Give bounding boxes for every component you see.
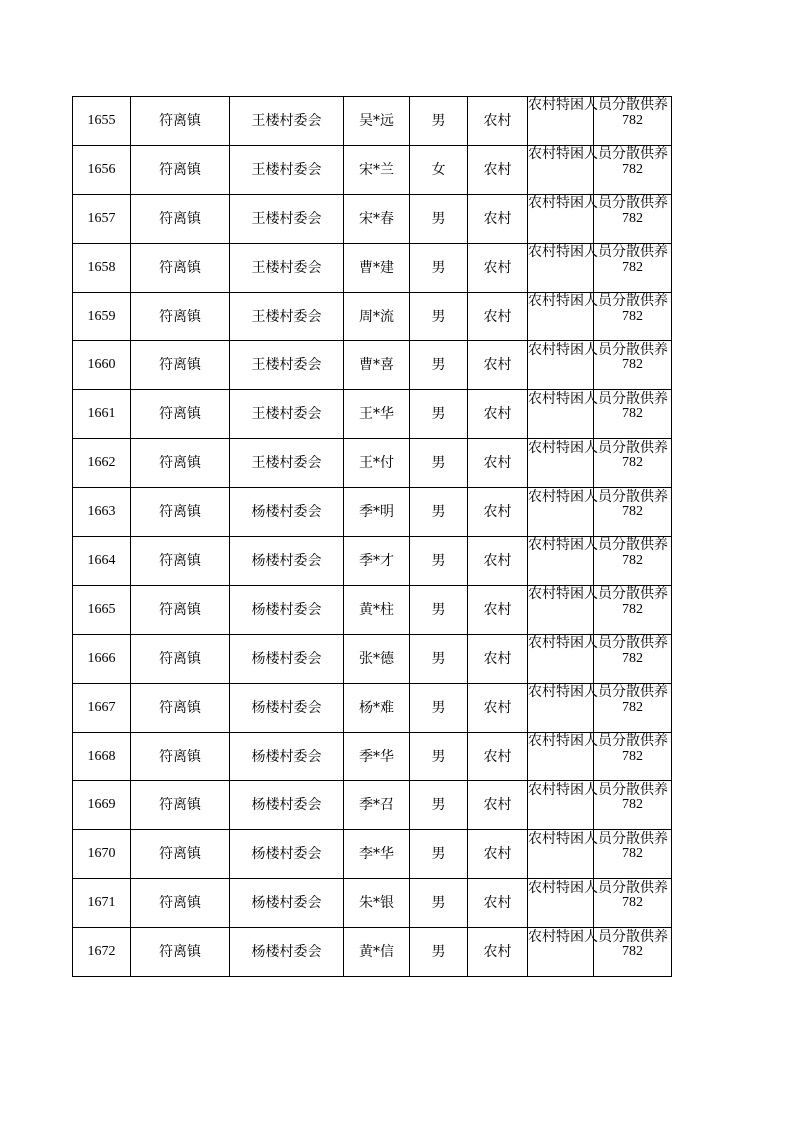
gender-cell: 男 — [410, 341, 468, 390]
area-cell: 农村 — [468, 683, 528, 732]
person-name-cell: 季*华 — [344, 732, 410, 781]
table-row — [73, 585, 672, 634]
town-cell: 符离镇 — [131, 732, 230, 781]
town-cell: 符离镇 — [131, 781, 230, 830]
table-body — [73, 97, 672, 977]
gender-cell: 男 — [410, 683, 468, 732]
table-row — [73, 439, 672, 488]
person-name-cell: 杨*难 — [344, 683, 410, 732]
amount-cell: 782 — [594, 585, 672, 634]
gender-cell: 男 — [410, 390, 468, 439]
person-name-cell: 季*明 — [344, 488, 410, 537]
town-cell: 符离镇 — [131, 928, 230, 977]
person-name-cell: 曹*建 — [344, 243, 410, 292]
town-cell: 符离镇 — [131, 390, 230, 439]
gender-cell: 男 — [410, 488, 468, 537]
support-type-text: 农村特困人员分散供养 — [528, 97, 668, 114]
area-cell: 农村 — [468, 292, 528, 341]
table-row — [73, 537, 672, 586]
area-cell: 农村 — [468, 879, 528, 928]
amount-cell: 782 — [594, 683, 672, 732]
area-cell: 农村 — [468, 341, 528, 390]
support-type-text: 农村特困人员分散供养 — [528, 781, 668, 798]
village-committee-cell: 杨楼村委会 — [230, 879, 344, 928]
town-cell: 符离镇 — [131, 830, 230, 879]
gender-cell: 男 — [410, 439, 468, 488]
table-row — [73, 341, 672, 390]
serial-number-cell: 1669 — [73, 781, 131, 830]
area-cell: 农村 — [468, 439, 528, 488]
amount-cell: 782 — [594, 879, 672, 928]
town-cell: 符离镇 — [131, 194, 230, 243]
person-name-cell: 朱*银 — [344, 879, 410, 928]
person-name-cell: 王*华 — [344, 390, 410, 439]
support-type-text: 农村特困人员分散供养 — [528, 293, 668, 309]
person-name-cell: 吴*远 — [344, 97, 410, 146]
village-committee-cell: 杨楼村委会 — [230, 683, 344, 732]
village-committee-cell: 王楼村委会 — [230, 194, 344, 243]
village-committee-cell: 杨楼村委会 — [230, 928, 344, 977]
village-committee-cell: 王楼村委会 — [230, 243, 344, 292]
village-committee-cell: 王楼村委会 — [230, 439, 344, 488]
person-name-cell: 黄*柱 — [344, 585, 410, 634]
serial-number-cell: 1671 — [73, 879, 131, 928]
amount-cell: 782 — [594, 439, 672, 488]
village-committee-cell: 王楼村委会 — [230, 97, 344, 146]
gender-cell: 女 — [410, 145, 468, 194]
serial-number-cell: 1659 — [73, 292, 131, 341]
serial-number-cell: 1663 — [73, 488, 131, 537]
gender-cell: 男 — [410, 830, 468, 879]
area-cell: 农村 — [468, 390, 528, 439]
support-type-text: 农村特困人员分散供养 — [528, 195, 668, 212]
gender-cell: 男 — [410, 634, 468, 683]
village-committee-cell: 杨楼村委会 — [230, 537, 344, 586]
town-cell: 符离镇 — [131, 585, 230, 634]
area-cell: 农村 — [468, 585, 528, 634]
person-name-cell: 曹*喜 — [344, 341, 410, 390]
person-name-cell: 张*德 — [344, 634, 410, 683]
support-type-text: 农村特困人员分散供养 — [528, 390, 668, 407]
amount-cell: 782 — [594, 732, 672, 781]
area-cell: 农村 — [468, 145, 528, 194]
support-type-text: 农村特困人员分散供养 — [528, 146, 668, 163]
serial-number-cell: 1661 — [73, 390, 131, 439]
table-row — [73, 879, 672, 928]
support-type-text: 农村特困人员分散供养 — [528, 684, 668, 701]
village-committee-cell: 杨楼村委会 — [230, 488, 344, 537]
gender-cell: 男 — [410, 928, 468, 977]
town-cell: 符离镇 — [131, 341, 230, 390]
person-name-cell: 黄*信 — [344, 928, 410, 977]
gender-cell: 男 — [410, 243, 468, 292]
gender-cell: 男 — [410, 585, 468, 634]
village-committee-cell: 杨楼村委会 — [230, 585, 344, 634]
area-cell: 农村 — [468, 634, 528, 683]
support-type-text: 农村特困人员分散供养 — [528, 586, 668, 603]
amount-cell: 782 — [594, 194, 672, 243]
village-committee-cell: 杨楼村委会 — [230, 830, 344, 879]
table-row — [73, 830, 672, 879]
serial-number-cell: 1668 — [73, 732, 131, 781]
town-cell: 符离镇 — [131, 634, 230, 683]
serial-number-cell: 1670 — [73, 830, 131, 879]
amount-cell: 782 — [594, 830, 672, 879]
area-cell: 农村 — [468, 781, 528, 830]
serial-number-cell: 1666 — [73, 634, 131, 683]
town-cell: 符离镇 — [131, 292, 230, 341]
person-name-cell: 李*华 — [344, 830, 410, 879]
amount-cell: 782 — [594, 928, 672, 977]
town-cell: 符离镇 — [131, 683, 230, 732]
serial-number-cell: 1672 — [73, 928, 131, 977]
town-cell: 符离镇 — [131, 488, 230, 537]
town-cell: 符离镇 — [131, 439, 230, 488]
table-row — [73, 928, 672, 977]
support-type-text: 农村特困人员分散供养 — [528, 341, 668, 358]
area-cell: 农村 — [468, 732, 528, 781]
gender-cell: 男 — [410, 879, 468, 928]
support-type-text: 农村特困人员分散供养 — [528, 439, 668, 456]
area-cell: 农村 — [468, 194, 528, 243]
support-type-text: 农村特困人员分散供养 — [528, 879, 668, 896]
serial-number-cell: 1657 — [73, 194, 131, 243]
serial-number-cell: 1656 — [73, 145, 131, 194]
gender-cell: 男 — [410, 537, 468, 586]
table-row — [73, 488, 672, 537]
serial-number-cell: 1655 — [73, 97, 131, 146]
amount-cell: 782 — [594, 488, 672, 537]
village-committee-cell: 杨楼村委会 — [230, 781, 344, 830]
support-type-text: 农村特困人员分散供养 — [528, 537, 668, 554]
area-cell: 农村 — [468, 537, 528, 586]
village-committee-cell: 王楼村委会 — [230, 145, 344, 194]
person-name-cell: 宋*兰 — [344, 145, 410, 194]
table-row — [73, 97, 672, 146]
serial-number-cell: 1664 — [73, 537, 131, 586]
amount-cell: 782 — [594, 145, 672, 194]
amount-cell: 782 — [594, 243, 672, 292]
support-type-text: 农村特困人员分散供养 — [528, 244, 668, 261]
village-committee-cell: 王楼村委会 — [230, 390, 344, 439]
amount-cell: 782 — [594, 292, 672, 341]
town-cell: 符离镇 — [131, 243, 230, 292]
serial-number-cell: 1662 — [73, 439, 131, 488]
support-type-text: 农村特困人员分散供养 — [528, 488, 668, 505]
table-row — [73, 292, 672, 341]
gender-cell: 男 — [410, 292, 468, 341]
person-name-cell: 宋*春 — [344, 194, 410, 243]
table-row — [73, 243, 672, 292]
beneficiary-table — [72, 96, 672, 977]
area-cell: 农村 — [468, 243, 528, 292]
table-row — [73, 683, 672, 732]
gender-cell: 男 — [410, 781, 468, 830]
serial-number-cell: 1665 — [73, 585, 131, 634]
amount-cell: 782 — [594, 390, 672, 439]
table-row — [73, 194, 672, 243]
person-name-cell: 周*流 — [344, 292, 410, 341]
amount-cell: 782 — [594, 537, 672, 586]
table-row — [73, 732, 672, 781]
village-committee-cell: 杨楼村委会 — [230, 634, 344, 683]
town-cell: 符离镇 — [131, 145, 230, 194]
amount-cell: 782 — [594, 97, 672, 146]
serial-number-cell: 1660 — [73, 341, 131, 390]
town-cell: 符离镇 — [131, 537, 230, 586]
amount-cell: 782 — [594, 781, 672, 830]
support-type-text: 农村特困人员分散供养 — [528, 635, 668, 652]
amount-cell: 782 — [594, 634, 672, 683]
town-cell: 符离镇 — [131, 97, 230, 146]
area-cell: 农村 — [468, 928, 528, 977]
gender-cell: 男 — [410, 97, 468, 146]
amount-cell: 782 — [594, 341, 672, 390]
person-name-cell: 季*召 — [344, 781, 410, 830]
village-committee-cell: 王楼村委会 — [230, 341, 344, 390]
person-name-cell: 王*付 — [344, 439, 410, 488]
support-type-text: 农村特困人员分散供养 — [528, 733, 668, 750]
person-name-cell: 季*才 — [344, 537, 410, 586]
area-cell: 农村 — [468, 97, 528, 146]
gender-cell: 男 — [410, 194, 468, 243]
table-row — [73, 781, 672, 830]
support-type-text: 农村特困人员分散供养 — [528, 830, 668, 847]
gender-cell: 男 — [410, 732, 468, 781]
town-cell: 符离镇 — [131, 879, 230, 928]
area-cell: 农村 — [468, 488, 528, 537]
table-row — [73, 634, 672, 683]
serial-number-cell: 1658 — [73, 243, 131, 292]
area-cell: 农村 — [468, 830, 528, 879]
table-row — [73, 145, 672, 194]
support-type-text: 农村特困人员分散供养 — [528, 928, 668, 945]
serial-number-cell: 1667 — [73, 683, 131, 732]
village-committee-cell: 杨楼村委会 — [230, 732, 344, 781]
village-committee-cell: 王楼村委会 — [230, 292, 344, 341]
table-row — [73, 390, 672, 439]
